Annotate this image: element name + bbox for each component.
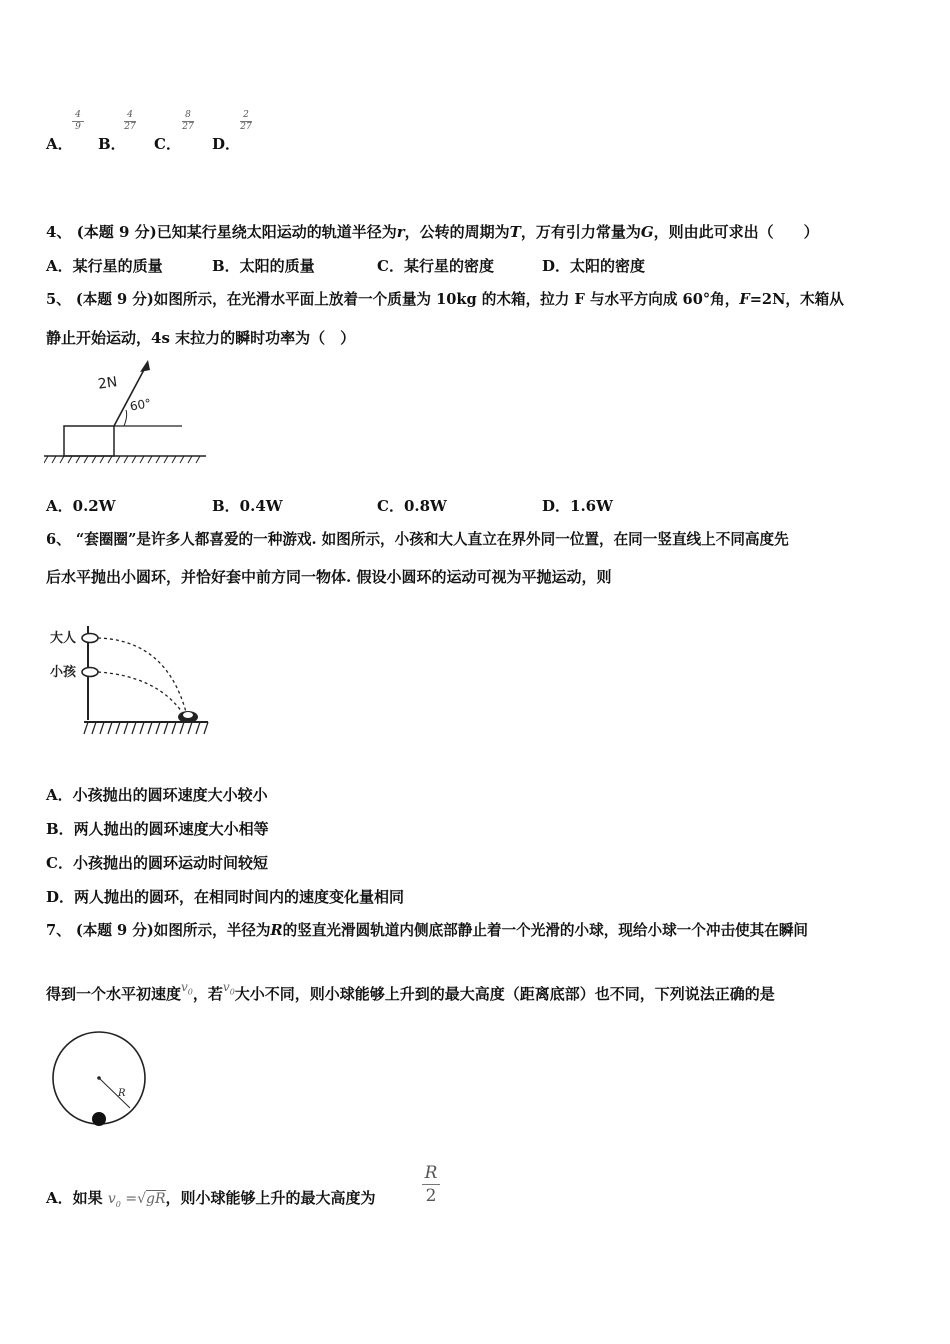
q5-option-d: D．1.6W	[542, 497, 613, 515]
q4-option-d: D．太阳的密度	[542, 257, 646, 275]
sqrt-radicand: gR	[146, 1191, 166, 1207]
q7-text: 的竖直光滑圆轨道内侧底部静止着一个光滑的小球，现给小球一个冲击使其在瞬间	[282, 922, 809, 939]
fraction-numerator: 4	[127, 110, 133, 120]
v-symbol: v	[222, 980, 230, 994]
v-subscript: 0	[187, 987, 193, 997]
fraction-numerator: R	[424, 1163, 438, 1183]
q4-text: 4、 (本题 9 分)已知某行星绕太阳运动的轨道半径为	[46, 223, 397, 241]
q5-option-a: A．0.2W	[46, 497, 116, 515]
q4-text: ，则由此可求出（ ）	[653, 223, 819, 241]
q7-option-a-text: A．如果	[46, 1189, 103, 1207]
q4-option-b: B．太阳的质量	[212, 257, 315, 275]
q6-adult-label: 大人	[50, 631, 77, 646]
q6-stem-line1: 6、 “套圈圈”是许多人都喜爱的一种游戏. 如图所示，小孩和大人直立在界外同一位置，在同一竖直线上不同高度先	[46, 531, 789, 548]
v-subscript: 0	[229, 987, 235, 997]
q7-text: 得到一个水平初速度	[46, 985, 182, 1003]
q4-option-a: A．某行星的质量	[46, 257, 163, 275]
q7-radius-label: R	[118, 1088, 126, 1099]
q7-v0-symbol	[181, 980, 193, 997]
q6-stem-line2: 后水平抛出小圆环，并恰好套中前方同一物体. 假设小圆环的运动可视为平抛运动，则	[46, 568, 612, 586]
q4-var-r: r	[396, 223, 405, 241]
sqrt-symbol: √	[137, 1191, 146, 1207]
q5-option-b: B．0.4W	[212, 497, 283, 515]
q4-var-g: G	[640, 223, 654, 241]
q7-stem-line2	[46, 980, 775, 1010]
q6-option-d: D．两人抛出的圆环，在相同时间内的速度变化量相同	[46, 888, 405, 906]
q3-option-b-fraction	[122, 110, 138, 133]
fraction-numerator: 8	[185, 110, 191, 120]
q5-option-c: C．0.8W	[377, 497, 447, 515]
q5-stem-line2: 静止开始运动，4s 末拉力的瞬时功率为（ ）	[46, 329, 356, 347]
fraction-denominator: 27	[240, 122, 252, 132]
equals-sign: =	[125, 1191, 138, 1207]
q7-var-r: R	[270, 922, 283, 939]
fraction-numerator: 4	[75, 110, 81, 120]
q6-ring-toss-figure	[46, 620, 212, 744]
fraction-numerator: 2	[243, 110, 249, 120]
q5-stem-line1	[46, 290, 844, 310]
q6-option-c: C．小孩抛出的圆环运动时间较短	[46, 854, 268, 872]
q6-child-label: 小孩	[50, 665, 77, 680]
q7-text: 大小不同，则小球能够上升到的最大高度（距离底部）也不同，下列说法正确的是	[234, 985, 775, 1003]
q4-option-c: C．某行星的密度	[377, 257, 494, 275]
q5-text: =2N，木箱从	[749, 291, 844, 308]
q7-option-a-text: ，则小球能够上升的最大高度为	[165, 1189, 376, 1207]
q5-force-label: 2N	[96, 374, 119, 393]
q3-option-c-fraction	[180, 110, 196, 133]
q5-var-f: F	[739, 291, 750, 308]
q4-stem	[46, 222, 819, 242]
q7-circle-track-figure	[48, 1030, 152, 1130]
q7-option-a-fraction	[422, 1162, 440, 1207]
q3-option-d: D．	[212, 135, 241, 153]
v-symbol: v	[107, 1191, 116, 1207]
q3-option-a-fraction	[70, 110, 86, 133]
q5-angle-label: 60°	[128, 396, 153, 414]
q3-option-a: A．	[46, 135, 73, 153]
q3-option-c: C．	[154, 135, 181, 153]
v-subscript: 0	[115, 1199, 121, 1209]
fraction-denominator: 27	[124, 122, 136, 132]
q7-text: 7、 (本题 9 分)如图所示，半径为	[46, 922, 271, 939]
v-symbol: v	[181, 980, 188, 994]
q6-option-b: B．两人抛出的圆环速度大小相等	[46, 820, 269, 838]
q4-text: ，万有引力常量为	[520, 223, 641, 241]
fraction-denominator: 27	[182, 122, 194, 132]
fraction-denominator: 9	[75, 122, 81, 132]
fraction-denominator: 2	[425, 1186, 437, 1206]
q6-option-a: A．小孩抛出的圆环速度大小较小	[46, 786, 268, 804]
q3-option-d-fraction	[238, 110, 254, 133]
q7-option-a	[46, 1188, 376, 1215]
q7-stem-line1	[46, 921, 808, 941]
q3-option-b: B．	[98, 135, 126, 153]
q7-text: ，若	[192, 985, 223, 1003]
q4-text: ，公转的周期为	[404, 223, 510, 241]
q4-var-t: T	[509, 223, 521, 241]
q5-text: 5、 (本题 9 分)如图所示，在光滑水平面上放着一个质量为 10kg 的木箱，拉力 F 与水平方向成 60°角，	[46, 291, 740, 308]
q7-v0-symbol	[222, 980, 235, 997]
q5-box-force-figure	[44, 358, 210, 468]
q7-option-a-formula	[108, 1191, 166, 1207]
